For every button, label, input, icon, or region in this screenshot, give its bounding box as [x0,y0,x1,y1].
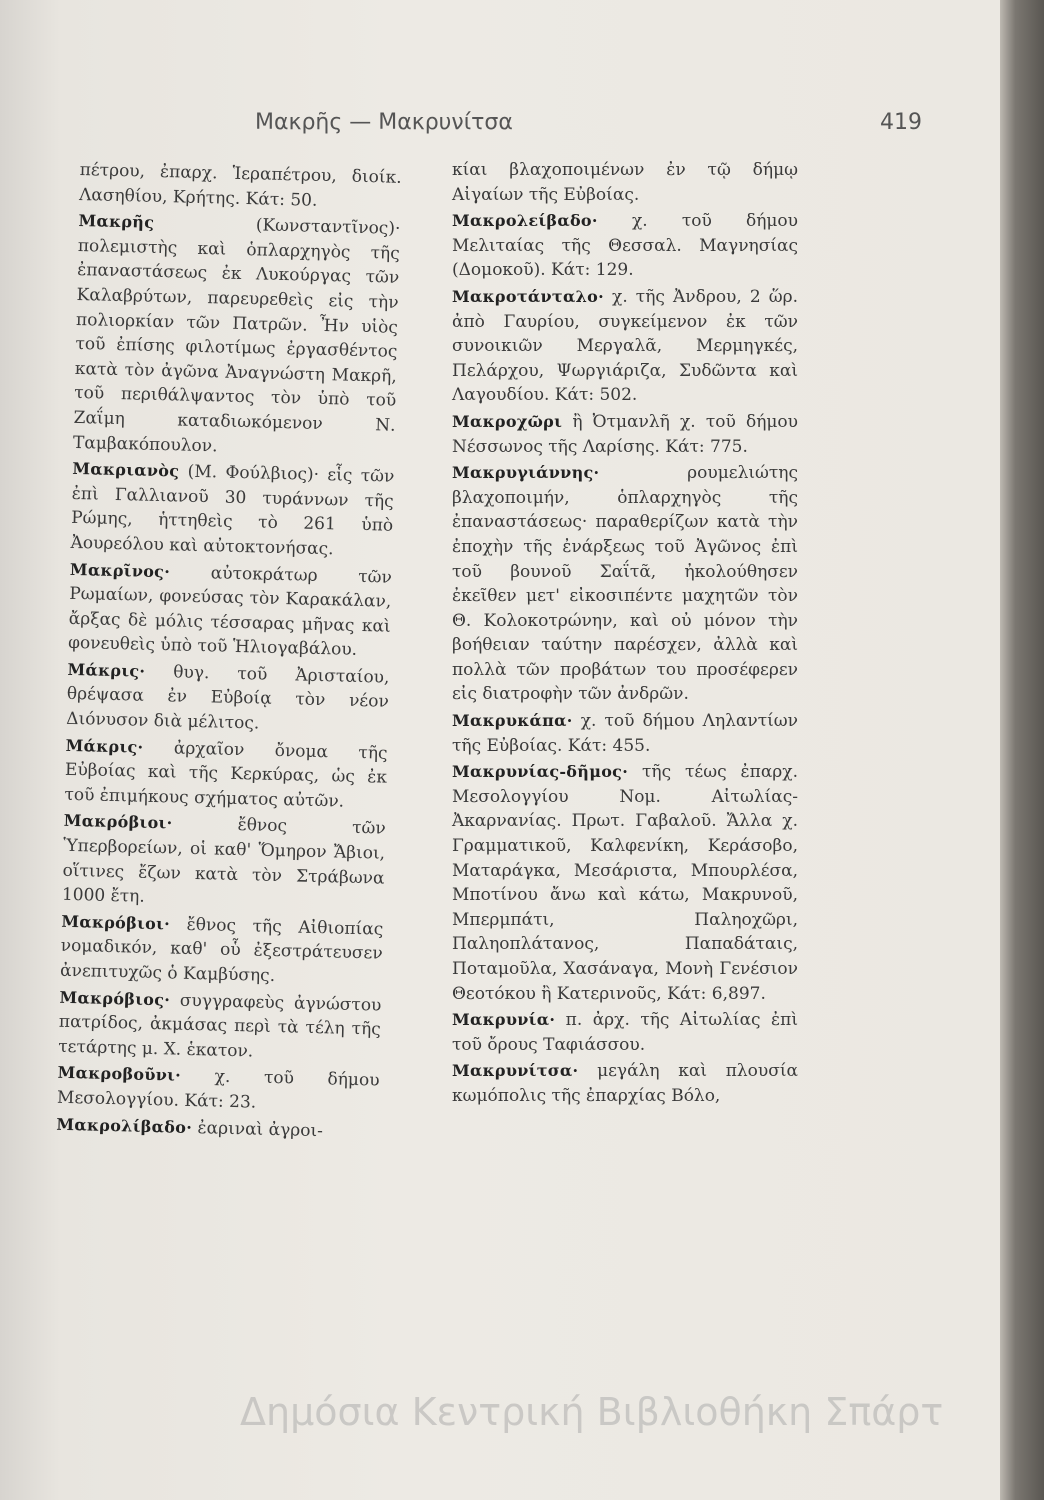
dictionary-entry [452,1008,798,1057]
entry-headword: Μακρυνία· [452,1010,556,1030]
entry-text: χ. τοῦ δήμου Μεσολογγίου. Κάτ: 23. [56,1066,380,1113]
entry-headword: Μακροβοῦνι· [57,1063,182,1086]
entry-text: ἔθνος τῶν Ὑπερβορείων, οἱ καθ' Ὅμηρον Ἄβιοι, οἵτινες ἔζων κατὰ τὸν Στράβωνα 1000 ἔτη. [61,815,386,908]
entry-headword: Μακρῆς [78,211,155,233]
dictionary-entry [452,461,798,707]
entry-text: ἀρχαῖον ὄνομα τῆς Εὐβοίας καὶ τῆς Κερκύρας, ὡς ἐκ τοῦ ἐπιμήκους σχήματος αὐτῶν. [64,738,388,812]
dictionary-entry [452,410,798,459]
entry-text: τῆς τέως ἐπαρχ. Μεσολογγίου Νομ. Αἰτωλίας-Ἀκαρνανίας. Πρωτ. Γαβαλοῦ. Ἄλλα χ. Γραμματικοῦ, Καλφενίκη, Κεράσοβο, Ματαράγκα, Μεσάριστα, Μπουρλέσα, Μποτίνου ἄνω καὶ κάτω, Μακρυνοῦ, Μπερμπάτι, Παληοχῶρι, Παληοπλάτανος, Παπαδάταις, Ποταμοῦλα, Χασάναγα, Μονὴ Γενέσιον Θεοτόκου ἢ Κατερινοῦς, Κάτ: 6,897. [452,762,798,1004]
entry-text: (Κωνσταντῖνος)· πολεμιστὴς καὶ ὁπλαρχηγὸς τῆς ἐπαναστάσεως ἐκ Λυκούργας τῶν Καλαβρύτων, παρευρεθεὶς εἰς τὴν πολιορκίαν τῶν Πατρῶν. Ἦν υἱὸς τοῦ ἐπίσης φιλοτίμως ἐργασθέντος κατὰ τὸν ἀγῶνα Ἀναγνώστη Μακρῆ, τοῦ περιθάλψαντος τὸν ὑπὸ τοῦ Ζαΐμη καταδιωκόμενον Ν. Ταμβακόπουλον. [72,215,401,456]
entry-text: ἔθνος τῆς Αἰθιοπίας νομαδικόν, καθ' οὗ ἐξεστράτευσεν ἀνεπιτυχῶς ὁ Καμβύσης. [59,914,384,987]
entry-headword: Μακρυκάπα· [452,711,573,731]
entry-headword: Μακρυνίας-δῆμος· [452,762,629,782]
entry-text: συγγραφεὺς ἀγνώστου πατρίδος, ἀκμάσας περὶ τὰ τέλη τῆς τετάρτης μ. Χ. ἑκατον. [58,990,382,1062]
page-number: 419 [880,110,922,135]
right-column [452,158,798,1111]
dictionary-entry [58,985,382,1067]
entry-text: (Μ. Φούλβιος)· εἷς τῶν ἐπὶ Γαλλιανοῦ 30 τυράννων τῆς Ρώμης, ἡττηθεὶς τὸ 261 ὑπὸ Ἀουρεόλου καὶ αὐτοκτονήσας. [70,461,395,560]
entry-text: θυγ. τοῦ Ἀρισταίου, θρέψασα ἐν Εὐβοίᾳ τὸν νέον Διόνυσον διὰ μέλιτος. [66,662,390,734]
entry-text: ἢ Ὀτμανλῆ χ. τοῦ δήμου Νέσσωνος τῆς Λαρίσης. Κάτ: 775. [452,411,798,457]
entry-headword: Μάκρις· [65,735,144,757]
entry-headword: Μακροτάνταλο· [452,286,604,306]
entry-text: ἐαριναὶ ἀγροι- [197,1117,324,1141]
book-spine-edge [1000,0,1044,1500]
entry-headword: Μακρῖνος· [69,559,171,581]
dictionary-entry [70,457,394,563]
entry-headword: Μακρόβιοι· [61,911,171,934]
entry-headword: Μακρυγιάννης· [452,463,600,483]
entry-text: χ. τοῦ δήμου Μελιταίας τῆς Θεσσαλ. Μαγνησίας (Δομοκοῦ). Κάτ: 129. [452,211,798,281]
dictionary-entry [452,1059,798,1108]
entry-text: ρουμελιώτης βλαχοποιμήν, ὁπλαρχηγὸς τῆς ἐπαναστάσεως· παραθερίζων κατὰ τὴν ἐποχὴν τῆς ἐνάρξεως τοῦ Ἀγῶνος ἐπὶ τοῦ βουνοῦ Σαΐτᾶ, ἠκολούθησεν ἐκεῖθεν μετ' εἰκοσιπέντε μαχητῶν τὸν Θ. Κολοκοτρώνην, καὶ οὐ μόνον τὴν βοήθειαν ταύτην παρέσχεν, ἀλλὰ καὶ πολλὰ τῶν προβάτων του προσέφερεν εἰς διατροφὴν τῶν ἀνδρῶν. [452,463,798,705]
entry-text: πέτρου, ἐπαρχ. Ἱεραπέτρου, διοίκ. Λασηθίου, Κρήτης. Κάτ: 50. [78,159,402,211]
dictionary-entry [68,557,392,663]
entry-headword: Μακριανὸς [72,459,180,481]
dictionary-entry [66,658,390,740]
dictionary-entry [60,910,384,992]
dictionary-entry [57,1061,380,1118]
dictionary-entry [64,733,388,815]
dictionary-entry [56,1112,379,1144]
dictionary-entry [452,709,798,758]
entry-headword: Μακρόβιος· [59,987,171,1010]
dictionary-entry [62,809,386,915]
entry-headword: Μακρόβιοι· [63,811,173,833]
dictionary-entry [73,209,401,463]
left-column [56,158,402,1147]
entry-headword: Μακροχῶρι [452,411,563,431]
entry-text: π. ἀρχ. τῆς Αἰτωλίας ἐπὶ τοῦ ὄρους Ταφιάσσου. [452,1010,798,1055]
dictionary-entry [452,158,798,207]
entry-headword: Μακρολίβαδο· [56,1114,193,1137]
entry-text: χ. τῆς Ἀνδρου, 2 ὥρ. ἀπὸ Γαυρίου, συγκείμενον ἐκ τῶν συνοικιῶν Μεργαλᾶ, Μερμηγκές, Πελάρχου, Ψωργιάριζα, Συδῶντα καὶ Λαγουδίου. Κάτ: 502. [452,286,799,406]
entry-headword: Μακρολείβαδο· [452,211,598,231]
entry-headword: Μάκρις· [67,659,146,681]
library-watermark: Δημόσια Κεντρική Βιβλιοθήκη Σπάρτ [240,1390,944,1434]
dictionary-entry [452,285,798,408]
dictionary-entry [452,760,798,1006]
running-header: Μακρῆς — Μακρυνίτσα [255,110,513,135]
entry-headword: Μακρυνίτσα· [452,1061,579,1081]
dictionary-entry [79,158,402,215]
entry-text: χ. τοῦ δήμου Ληλαντίων τῆς Εὐβοίας. Κάτ: 455. [452,711,798,756]
entry-text: αὐτοκράτωρ τῶν Ρωμαίων, φονεύσας τὸν Καρακάλαν, ἄρξας δὲ μόλις τέσσαρας μῆνας καὶ φονευθεὶς ὑπὸ τοῦ Ἡλιογαβάλου. [67,562,393,661]
dictionary-entry [452,209,798,283]
entry-text: μεγάλη καὶ πλουσία κωμόπολις τῆς ἐπαρχίας Βόλο, [452,1061,798,1106]
entry-text: κίαι βλαχοποιμένων ἐν τῷ δήμῳ Αἰγαίων τῆς Εὐβοίας. [452,160,798,205]
